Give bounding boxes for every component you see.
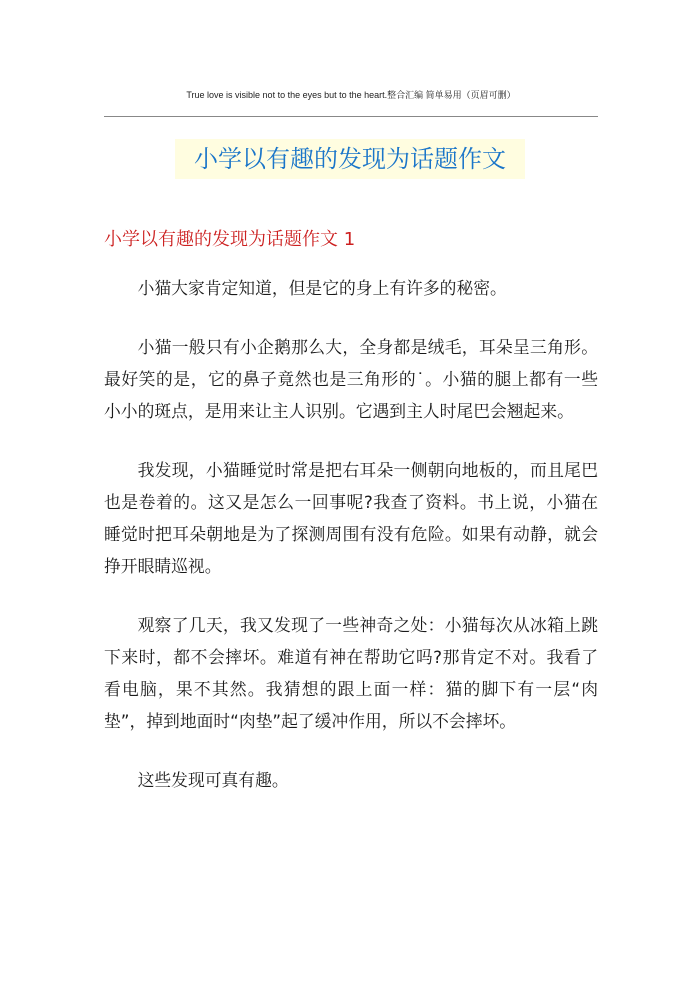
- article-body: [104, 272, 598, 823]
- paragraph: 小猫大家肯定知道，但是它的身上有许多的秘密。: [137, 278, 507, 298]
- paragraph: 小猫一般只有小企鹅那么大，全身都是绒毛，耳朵呈三角形。最好笑的是，它的鼻子竟然也是三角形的˙。小猫的腿上都有一些小小的斑点，是用来让主人识别。它遇到主人时尾巴会翘起来。: [104, 337, 598, 421]
- paragraph: 观察了几天，我又发现了一些神奇之处：小猫每次从冰箱上跳下来时，都不会摔坏。难道有神在帮助它吗?那肯定不对。我看了看电脑，果不其然。我猜想的跟上面一样：猫的脚下有一层“肉垫”，掉到地面时“肉垫”起了缓冲作用，所以不会摔坏。: [104, 615, 598, 731]
- page-header: True love is visible not to the eyes but to the heart.整合汇编 简单易用（页眉可删）: [186, 90, 516, 100]
- paragraph: 这些发现可真有趣。: [137, 770, 289, 790]
- header-divider: [104, 116, 598, 117]
- paragraph: 我发现，小猫睡觉时常是把右耳朵一侧朝向地板的，而且尾巴也是卷着的。这又是怎么一回事呢?我查了资料。书上说，小猫在睡觉时把耳朵朝地是为了探测周围有没有危险。如果有动静，就会挣开眼睛巡视。: [104, 460, 598, 576]
- document-title: 小学以有趣的发现为话题作文: [175, 139, 525, 179]
- section-title: 小学以有趣的发现为话题作文 1: [104, 229, 356, 250]
